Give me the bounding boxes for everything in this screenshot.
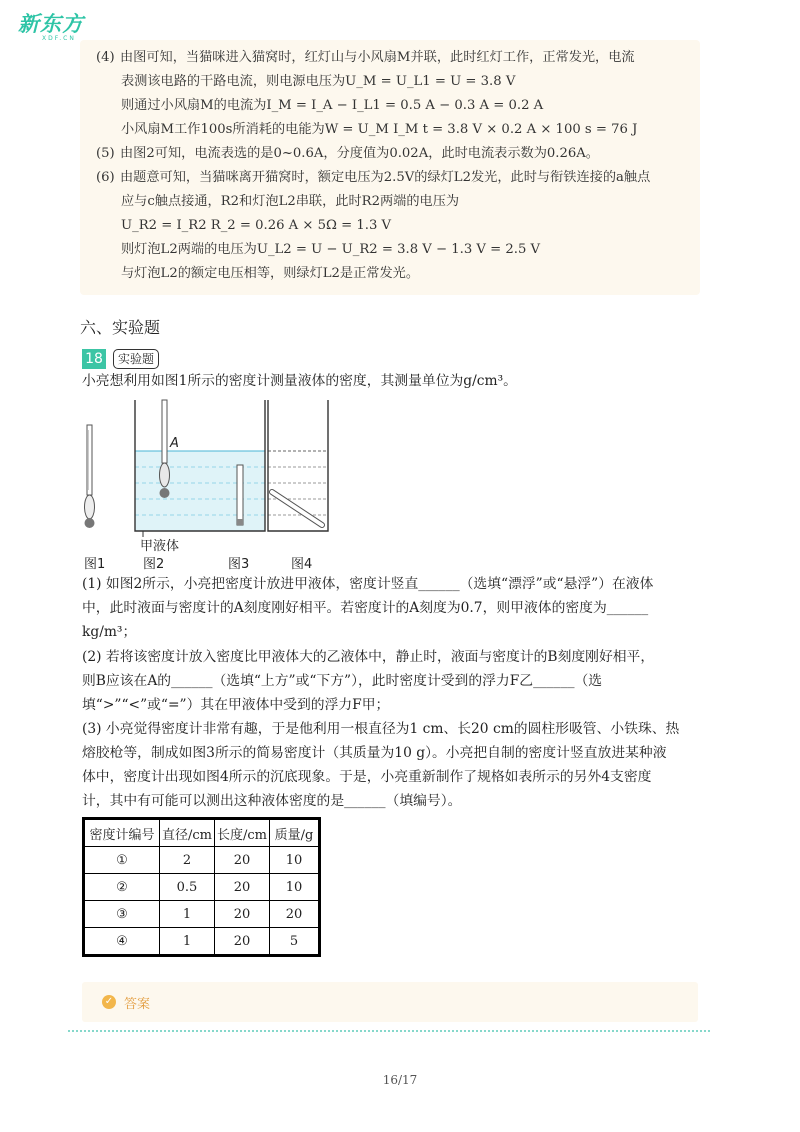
table-cell: 20 bbox=[270, 901, 320, 928]
question-line: (1) 如图2所示，小亮把密度计放进甲液体，密度计竖直______（选填“漂浮”或“悬浮”）在液体 bbox=[82, 576, 654, 592]
figure-4-label: 图4 bbox=[291, 557, 313, 572]
solution-line-text: 由图2可知，电流表选的是0~0.6A，分度值为0.02A，此时电流表示数为0.26A。 bbox=[120, 146, 599, 161]
question-line: 中，此时液面与密度计的A刻度刚好相平。若密度计的A刻度为0.7，则甲液体的密度为______ bbox=[82, 600, 649, 616]
question-line: (3) 小亮觉得密度计非常有趣，于是他利用一根直径为1 cm、长20 cm的圆柱形吸管、小铁珠、热 bbox=[82, 721, 680, 737]
hydrometer-spec-table bbox=[82, 817, 321, 957]
table-cell: 5 bbox=[270, 928, 320, 956]
table-cell: ③ bbox=[84, 901, 160, 928]
solution-item-number: (4) bbox=[96, 50, 115, 65]
solution-line bbox=[96, 144, 599, 164]
solution-line: 小风扇M工作100s所消耗的电能为W = U_M I_M t = 3.8 V × 0.2 A × 100 s = 76 J bbox=[121, 122, 638, 137]
check-icon: ✓ bbox=[102, 995, 116, 1009]
solution-line: U_R2 = I_R2 R_2 = 0.26 A × 5Ω = 1.3 V bbox=[121, 218, 392, 233]
question-line: 则B应该在A的______（选填“上方”或“下方”），此时密度计受到的浮力F乙______（选 bbox=[82, 673, 603, 689]
question-line: (2) 若将该密度计放入密度比甲液体大的乙液体中，静止时，液面与密度计的B刻度刚好相平， bbox=[82, 649, 655, 665]
logo-subtext: XDF.CN bbox=[42, 35, 76, 42]
solution-item-number: (5) bbox=[96, 146, 115, 161]
point-a-label: A bbox=[170, 436, 179, 451]
figure-3-straw bbox=[237, 465, 243, 525]
logo-text: 新东方 bbox=[18, 12, 84, 36]
figure-2-container bbox=[135, 400, 265, 537]
answer-label: 答案 bbox=[124, 997, 151, 1012]
table-cell: 10 bbox=[270, 874, 320, 901]
figure-2-label: 图2 bbox=[143, 557, 165, 572]
question-line: 填“>”“<”或“=”）其在甲液体中受到的浮力F甲； bbox=[82, 697, 390, 713]
solution-line: 则灯泡L2两端的电压为U_L2 = U − U_R2 = 3.8 V − 1.3 V = 2.5 V bbox=[121, 242, 541, 257]
table-cell: 20 bbox=[215, 901, 270, 928]
solution-line: 表测该电路的干路电流，则电源电压为U_M = U_L1 = U = 3.8 V bbox=[121, 74, 516, 89]
question-line: 体中，密度计出现如图4所示的沉底现象。于是，小亮重新制作了规格如表所示的另外4支密度 bbox=[82, 769, 652, 785]
table-header-cell: 长度/cm bbox=[215, 819, 270, 847]
table-header-row bbox=[84, 819, 320, 847]
table-header-cell: 密度计编号 bbox=[84, 819, 160, 847]
section-title: 六、实验题 bbox=[80, 318, 161, 337]
solution-line bbox=[96, 168, 650, 188]
figure-4-container bbox=[268, 400, 328, 531]
question-line: kg/m³； bbox=[82, 624, 137, 640]
table-cell: ② bbox=[84, 874, 160, 901]
liquid-label: 甲液体 bbox=[140, 539, 180, 554]
question-type-tag: 实验题 bbox=[113, 349, 159, 369]
table-header-cell: 质量/g bbox=[270, 819, 320, 847]
figure-1-label: 图1 bbox=[84, 557, 106, 572]
table-header-cell: 直径/cm bbox=[160, 819, 215, 847]
table-row bbox=[84, 847, 320, 874]
solution-line: 则通过小风扇M的电流为I_M = I_A − I_L1 = 0.5 A − 0.3 A = 0.2 A bbox=[121, 98, 544, 113]
solution-line: 与灯泡L2的额定电压相等，则绿灯L2是正常发光。 bbox=[121, 266, 420, 281]
table-row bbox=[84, 928, 320, 956]
brand-logo bbox=[18, 8, 84, 42]
question-intro: 小亮想利用如图1所示的密度计测量液体的密度，其测量单位为g/cm³。 bbox=[82, 373, 517, 389]
experiment-figures bbox=[75, 395, 335, 560]
table-cell: 2 bbox=[160, 847, 215, 874]
solution-line-text: 由题意可知，当猫咪离开猫窝时，额定电压为2.5V的绿灯L2发光，此时与衔铁连接的a触点 bbox=[120, 170, 651, 185]
table-cell: 20 bbox=[215, 928, 270, 956]
table-cell: 20 bbox=[215, 847, 270, 874]
table-cell: 1 bbox=[160, 928, 215, 956]
table-cell: ④ bbox=[84, 928, 160, 956]
figure-1-hydrometer bbox=[85, 425, 95, 528]
solution-line: 应与c触点接通，R2和灯泡L2串联，此时R2两端的电压为 bbox=[121, 194, 460, 209]
table-cell: 0.5 bbox=[160, 874, 215, 901]
table-row bbox=[84, 874, 320, 901]
page-number: 16/17 bbox=[382, 1073, 418, 1087]
table-cell: 20 bbox=[215, 874, 270, 901]
question-line: 熔胶枪等，制成如图3所示的简易密度计（其质量为10 g）。小亮把自制的密度计竖直放进某种液 bbox=[82, 745, 667, 761]
solution-item-number: (6) bbox=[96, 170, 115, 185]
solution-line-text: 由图可知，当猫咪进入猫窝时，红灯山与小风扇M并联，此时红灯工作，正常发光，电流 bbox=[120, 50, 635, 65]
table-cell: 1 bbox=[160, 901, 215, 928]
question-number-badge: 18 bbox=[82, 349, 106, 369]
answer-toggle[interactable] bbox=[82, 982, 698, 1022]
table-cell: 10 bbox=[270, 847, 320, 874]
figure-3-label: 图3 bbox=[228, 557, 250, 572]
dotted-divider bbox=[68, 1030, 710, 1032]
table-row bbox=[84, 901, 320, 928]
table-cell: ① bbox=[84, 847, 160, 874]
question-line: 计，其中有可能可以测出这种液体密度的是______（填编号）。 bbox=[82, 793, 462, 809]
solution-line bbox=[96, 48, 635, 68]
